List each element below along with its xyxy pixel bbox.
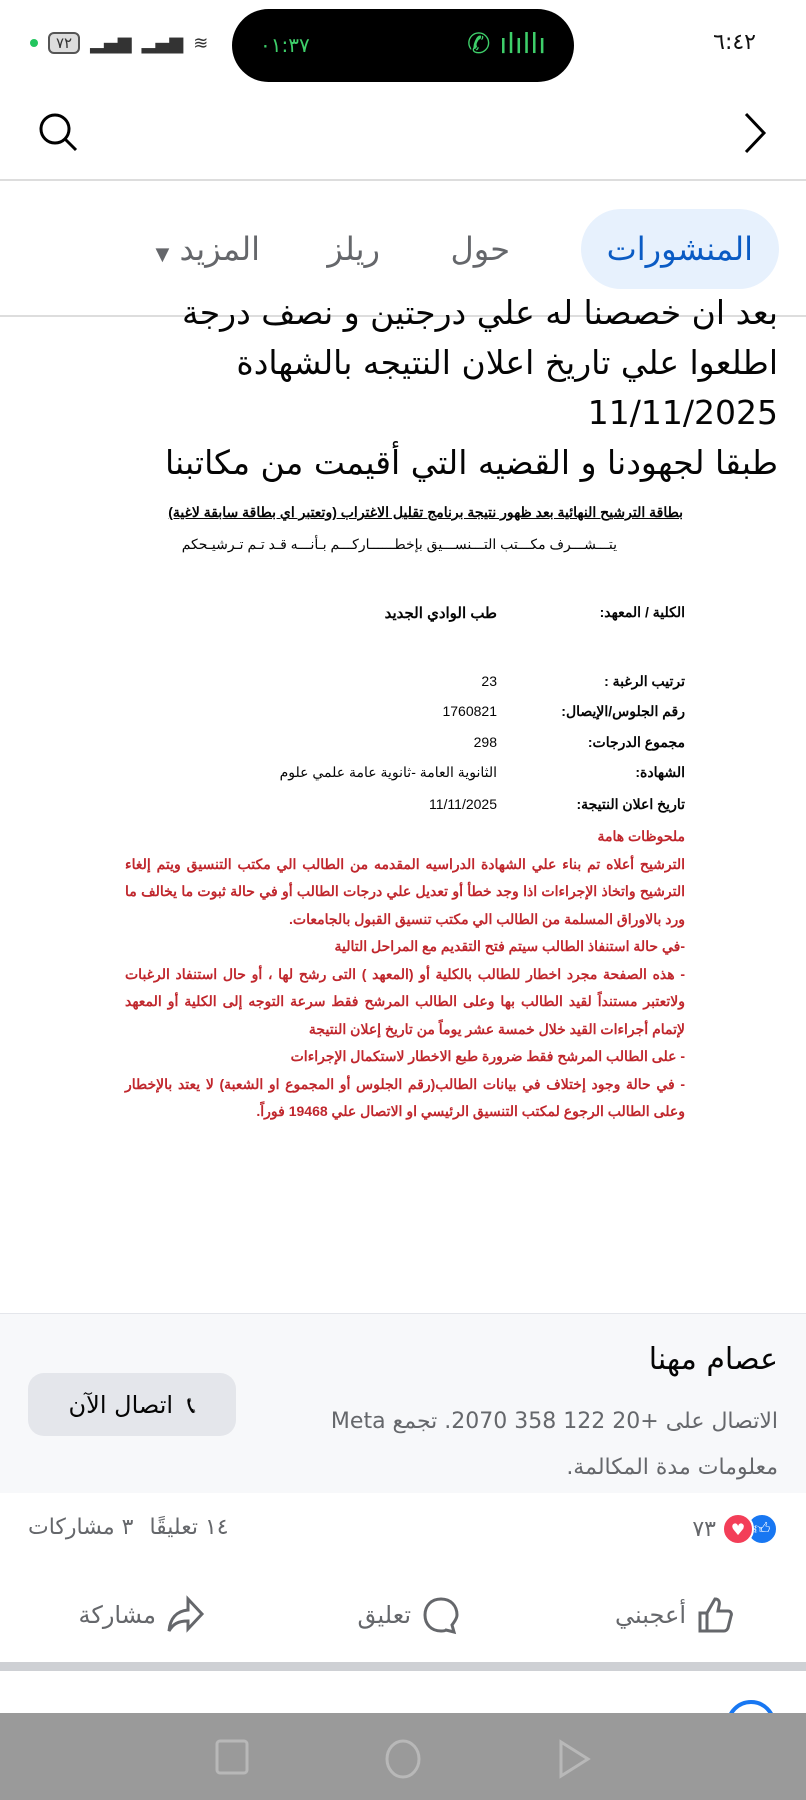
field-value: طب الوادي الجديد <box>384 605 497 622</box>
field-label: تاريخ اعلان النتيجة: <box>576 796 685 812</box>
field-label: مجموع الدرجات: <box>587 734 685 750</box>
search-icon[interactable] <box>36 110 80 154</box>
comment-label: تعليق <box>357 1601 411 1629</box>
note: - على الطالب المرشح فقط ضرورة طبع الاخطار لاستكمال الإجراءات <box>290 1048 685 1064</box>
caret-down-icon: ▼ <box>155 244 170 265</box>
system-nav-bar <box>0 1713 806 1800</box>
comment-button[interactable] <box>358 1595 461 1635</box>
field-value: 1760821 <box>442 703 497 719</box>
like-label: أعجبني <box>615 1601 686 1629</box>
signal-icon: ▂▄▆ <box>90 32 132 54</box>
tab-reels[interactable]: ريلز <box>327 230 380 268</box>
home-icon[interactable] <box>384 1739 422 1779</box>
tab-posts[interactable]: المنشورات <box>581 209 779 289</box>
notes-title: ملحوظات هامة <box>597 828 685 844</box>
note: -في حالة استنفاذ الطالب سيتم فتح التقديم مع المراحل التالية <box>334 938 685 954</box>
post-line: اطلعوا علي تاريخ اعلان النتيجه بالشهادة <box>236 343 778 382</box>
love-reaction-icon: ♥ <box>722 1513 754 1545</box>
phone-icon: 📞︎ <box>187 1390 196 1419</box>
thumbs-up-icon <box>696 1595 736 1635</box>
field-value: 298 <box>473 734 497 750</box>
post-line: 11/11/2025 <box>587 393 778 432</box>
wifi-icon: ≋ <box>193 32 209 54</box>
share-button[interactable] <box>79 1595 206 1635</box>
field-label: الكلية / المعهد: <box>599 604 685 620</box>
field-label: ترتيب الرغبة : <box>604 673 685 689</box>
engagement-stats <box>0 1505 806 1555</box>
call-timer: ٠١:٣٧ <box>260 33 310 57</box>
field-value: الثانوية العامة -ثانوية عامة علمي علوم <box>279 764 497 780</box>
recent-apps-icon[interactable] <box>215 1739 249 1775</box>
field-value: 23 <box>481 673 497 689</box>
post-line: بعد ان خصصنا له علي درجتين و نصف درجة <box>182 293 778 332</box>
reaction-count: ٧٣ <box>692 1516 716 1542</box>
like-button[interactable] <box>615 1595 736 1635</box>
comment-count[interactable]: ١٤ تعليقًا <box>149 1515 229 1540</box>
field-label: رقم الجلوس/الإيصال: <box>561 703 685 719</box>
important-notes <box>125 823 685 1126</box>
tab-more[interactable] <box>129 209 286 289</box>
indicator-dot <box>30 39 38 47</box>
share-icon <box>166 1595 206 1635</box>
divider <box>0 1662 806 1671</box>
call-indicator-pill[interactable] <box>232 9 574 82</box>
battery-icon: ٧٢ <box>48 32 80 54</box>
chevron-right-icon[interactable] <box>740 110 770 156</box>
field-label: الشهادة: <box>635 764 685 780</box>
tab-more-label: المزيد <box>179 230 260 268</box>
share-label: مشاركة <box>78 1601 156 1629</box>
status-icons <box>30 32 208 54</box>
contact-info: الاتصال على +20 122 358 2070. تجمع Meta معلومات مدة المكالمة. <box>330 1409 778 1480</box>
phone-call-icon: ✆ ılıllı <box>466 27 546 60</box>
clock: ٦:٤٢ <box>713 30 756 55</box>
call-now-label: اتصال الآن <box>68 1390 174 1419</box>
back-icon[interactable] <box>558 1739 592 1779</box>
like-reaction-icon: 👍︎ <box>746 1513 778 1545</box>
comment-icon <box>421 1595 461 1635</box>
call-now-button[interactable] <box>28 1373 236 1436</box>
note: الترشيح أعلاه تم بناء علي الشهادة الدراسيه المقدمه من الطالب الي مكتب التنسيق ويتم إلغاء الترشيح واتخاذ الإجراءات اذا وجد خطأ أو تعديل علي درجات الطالب أو في حالة ثبوت ما يخالف ما ورد بالاوراق المسلمة من الطالب الي مكتب تنسيق القبول بالجامعات. <box>125 855 685 927</box>
post-actions <box>0 1585 806 1645</box>
note: - هذه الصفحة مجرد اخطار للطالب بالكلية أو (المعهد ) التى رشح لها ، أو حال استنفاد الرغبات ولاتعتبر مستنداً لقيد الطالب بها وعلى الطالب المرشح فقط سرعة التوجه إلى الكلية أو المعهد لإتمام أجراءات القيد خلال خمسة عشر يوماً من تاريخ إعلان النتيجة <box>125 965 685 1037</box>
post-line: طبقا لجهودنا و القضيه التي أقيمت من مكاتبنا <box>164 443 778 482</box>
top-bar <box>0 90 806 181</box>
card-heading: بطاقة الترشيح النهائية بعد ظهور نتيجة برنامج تقليل الاغتراب (وتعتبر اي بطاقة سابقة لاغية) <box>168 504 683 520</box>
note: - في حالة وجود إختلاف في بيانات الطالب(رقم الجلوس أو المجموع او الشعبة) لا يعتد بالإخطار وعلى الطالب الرجوع لمكتب التنسيق الرئيسي او الاتصال علي 19468 فوراً. <box>125 1075 685 1119</box>
counts <box>28 1515 229 1540</box>
tab-about[interactable]: حول <box>450 230 510 268</box>
share-count[interactable]: ٣ مشاركات <box>28 1515 134 1540</box>
signal-icon-2: ▂▄▆ <box>141 32 184 54</box>
contact-section <box>0 1313 806 1493</box>
card-subtitle: يتـــشـــرف مكـــتب التـــنســـيق بإخطــــــاركـــم بـأنـــه قـد تـم تـرشيـحكم <box>181 536 617 552</box>
field-value: 11/11/2025 <box>429 796 497 812</box>
reactions-summary[interactable] <box>692 1513 778 1545</box>
contact-name: عصام مهنا <box>648 1342 778 1377</box>
status-bar <box>0 0 806 90</box>
post-image-nomination-card[interactable] <box>0 490 806 1310</box>
